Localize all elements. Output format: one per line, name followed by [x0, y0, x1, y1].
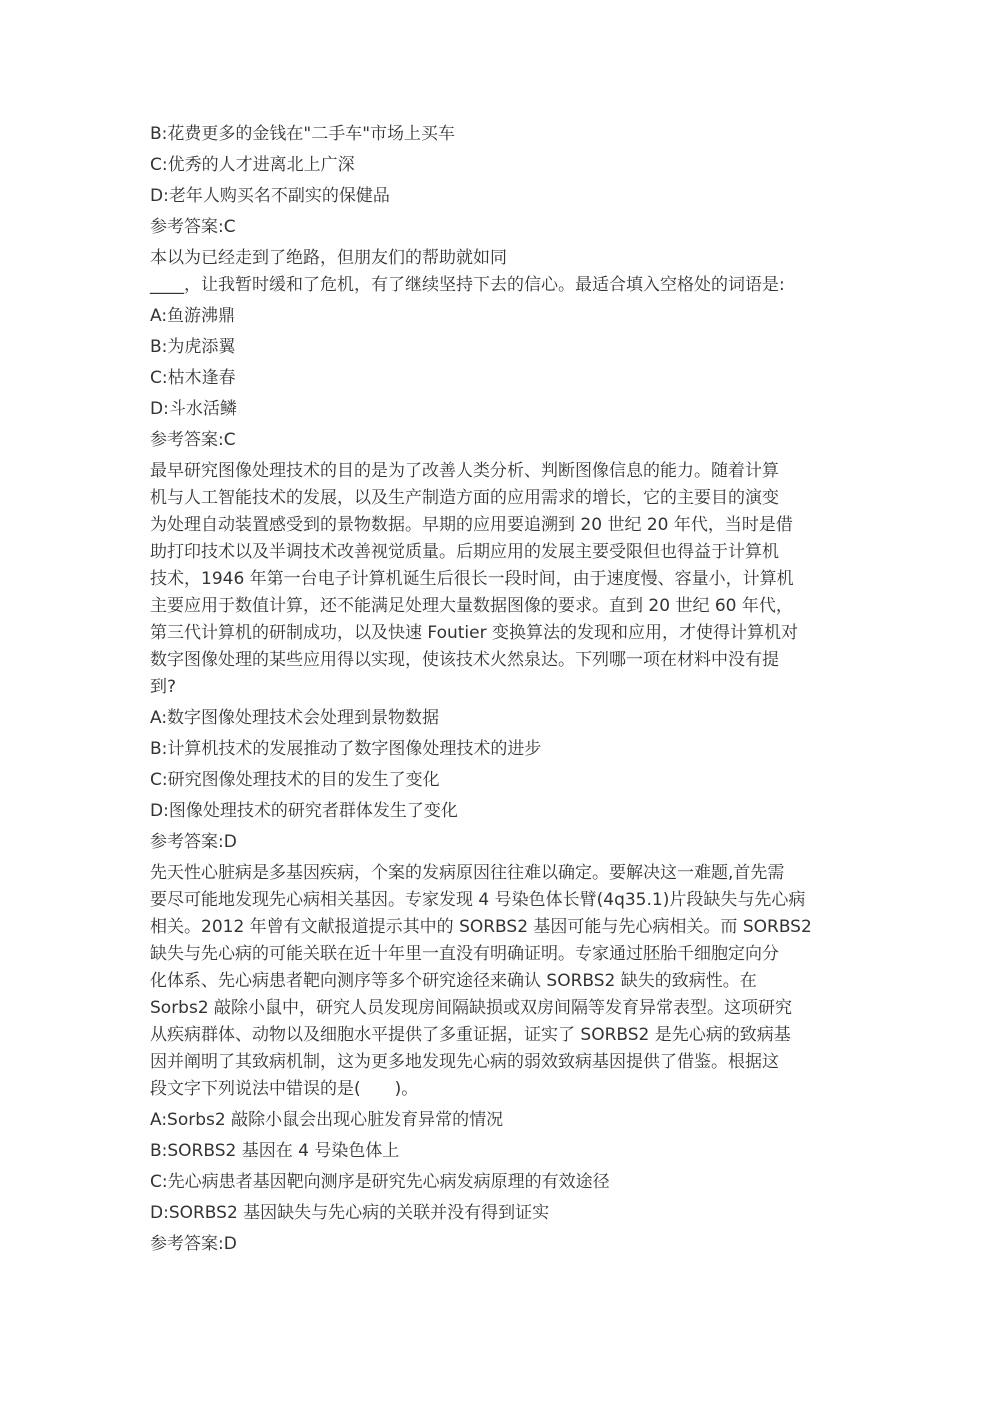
option-c: C:枯木逢春 — [150, 368, 236, 388]
question-line: 到? — [150, 677, 177, 697]
option-b: B:SORBS2 基因在 4 号染色体上 — [150, 1141, 400, 1161]
option-d: D:SORBS2 基因缺失与先心病的关联并没有得到证实 — [150, 1203, 550, 1223]
option-d: D:老年人购买名不副实的保健品 — [150, 186, 390, 206]
option-c: C:优秀的人才进离北上广深 — [150, 155, 355, 175]
question-line: 化体系、先心病患者靶向测序等多个研究途径来确认 SORBS2 缺失的致病性。在 — [150, 971, 757, 991]
question-line: 从疾病群体、动物以及细胞水平提供了多重证据，证实了 SORBS2 是先心病的致病基 — [150, 1025, 791, 1045]
question-4 — [150, 860, 850, 1260]
option-d: D:图像处理技术的研究者群体发生了变化 — [150, 801, 458, 821]
option-a: A:鱼游沸鼎 — [150, 306, 236, 326]
option-b: B:为虎添翼 — [150, 337, 236, 357]
question-line: 第三代计算机的研制成功，以及快速 Foutier 变换算法的发现和应用，才使得计算机对 — [150, 623, 798, 643]
question-line: 本以为已经走到了绝路，但朋友们的帮助就如同 — [150, 248, 507, 268]
option-c: C:先心病患者基因靶向测序是研究先心病发病原理的有效途径 — [150, 1172, 610, 1192]
answer-key: 参考答案:C — [150, 430, 236, 450]
question-line: 主要应用于数值计算，还不能满足处理大量数据图像的要求。直到 20 世纪 60 年代， — [150, 596, 793, 616]
question-line: 助打印技术以及半调技术改善视觉质量。后期应用的发展主要受限但也得益于计算机 — [150, 542, 779, 562]
question-line: 要尽可能地发现先心病相关基因。专家发现 4 号染色体长臂(4q35.1)片段缺失与先心病 — [150, 890, 806, 910]
answer-key: 参考答案:D — [150, 1234, 237, 1254]
option-a: A:Sorbs2 敲除小鼠会出现心脏发育异常的情况 — [150, 1110, 504, 1130]
option-a: A:数字图像处理技术会处理到景物数据 — [150, 708, 440, 728]
question-line: 相关。2012 年曾有文献报道提示其中的 SORBS2 基因可能与先心病相关。而 SORBS2 — [150, 917, 812, 937]
question-text — [150, 860, 850, 1103]
question-text — [150, 245, 850, 299]
question-3 — [150, 458, 850, 858]
option-d: D:斗水活鳞 — [150, 399, 237, 419]
question-line: 为处理自动装置感受到的景物数据。早期的应用要追溯到 20 世纪 20 年代，当时是借 — [150, 515, 793, 535]
document-page — [150, 119, 850, 1260]
question-line: 技术，1946 年第一台电子计算机诞生后很长一段时间，由于速度慢、容量小，计算机 — [150, 569, 794, 589]
answer-key: 参考答案:C — [150, 217, 236, 237]
question-line: 先天性心脏病是多基因疾病，个案的发病原因往往难以确定。要解决这一难题,首先需 — [150, 863, 785, 883]
option-b: B:计算机技术的发展推动了数字图像处理技术的进步 — [150, 739, 542, 759]
option-b: B:花费更多的金钱在"二手车"市场上买车 — [150, 124, 456, 144]
question-2 — [150, 245, 850, 456]
question-line: 最早研究图像处理技术的目的是为了改善人类分析、判断图像信息的能力。随着计算 — [150, 461, 779, 481]
question-line: 数字图像处理的某些应用得以实现，使该技术火然泉达。下列哪一项在材料中没有提 — [150, 650, 779, 670]
question-1 — [150, 119, 850, 243]
question-text — [150, 458, 850, 701]
question-line: 因并阐明了其致病机制，这为更多地发现先心病的弱效致病基因提供了借鉴。根据这 — [150, 1052, 779, 1072]
answer-key: 参考答案:D — [150, 832, 237, 852]
option-c: C:研究图像处理技术的目的发生了变化 — [150, 770, 440, 790]
question-line: 段文字下列说法中错误的是( )。 — [150, 1079, 419, 1099]
question-line: ____，让我暂时缓和了危机，有了继续坚持下去的信心。最适合填入空格处的词语是: — [150, 275, 785, 295]
question-line: 机与人工智能技术的发展，以及生产制造方面的应用需求的增长，它的主要目的演变 — [150, 488, 779, 508]
question-line: 缺失与先心病的可能关联在近十年里一直没有明确证明。专家通过胚胎千细胞定向分 — [150, 944, 779, 964]
question-line: Sorbs2 敲除小鼠中，研究人员发现房间隔缺损或双房间隔等发育异常表型。这项研究 — [150, 998, 793, 1018]
